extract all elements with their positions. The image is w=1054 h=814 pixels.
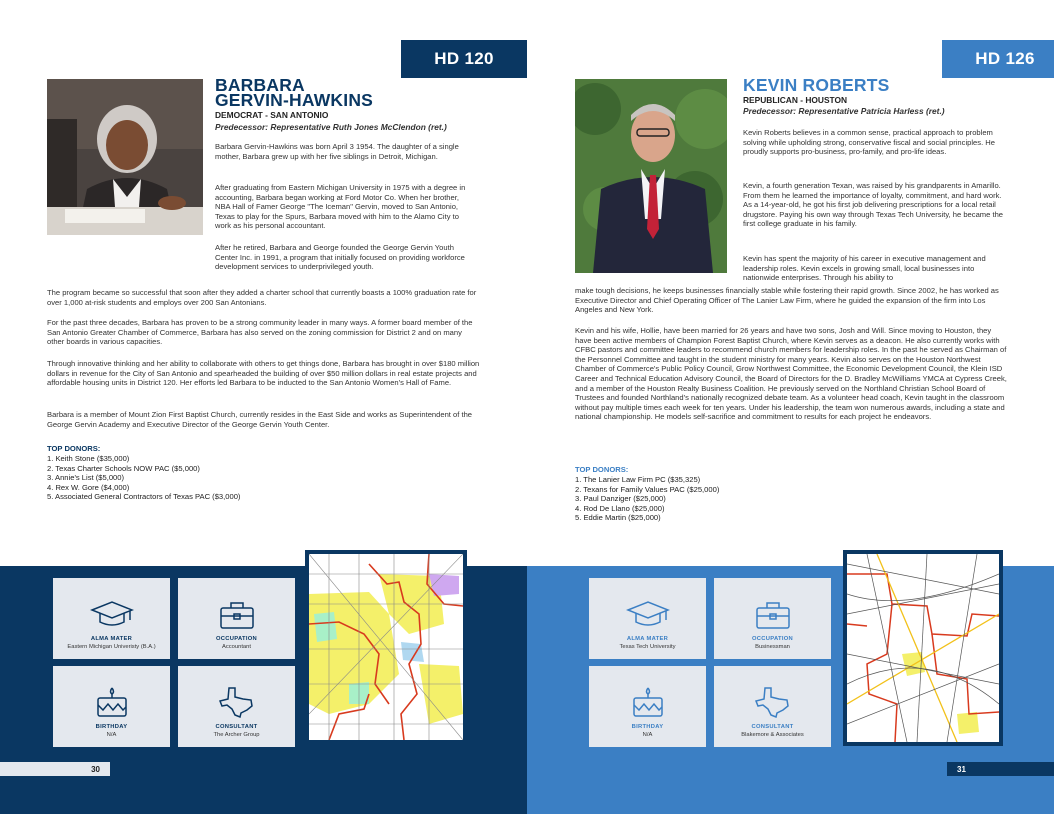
birthday-card [53, 666, 170, 747]
bio-paragraph: After graduating from Eastern Michigan University in 1975 with a degree in accounting, Barbara began working at Ford Motor Co. When her brother, NBA Hall of Famer George "The Iceman" Gervin, moved to San Antonio, Texas to play for the Spurs, Barbara moved with him to the Alamo City to work as his personal accountant. [215, 183, 466, 231]
consultant-value: The Archer Group [213, 732, 260, 738]
birthday-card [589, 666, 706, 747]
consultant-label: CONSULTANT [751, 724, 794, 730]
consultant-card [714, 666, 831, 747]
donor-item: 4. Rod De Llano ($25,000) [575, 503, 665, 513]
candidate-name-line2: GERVIN-HAWKINS [215, 90, 374, 110]
occupation-label: OCCUPATION [215, 636, 258, 642]
birthday-label: BIRTHDAY [95, 724, 128, 730]
occupation-card [178, 578, 295, 659]
page-number: 30 [0, 762, 110, 776]
bio-paragraph: Kevin has spent the majority of his career in executive management and leadership roles. Kevin excels in growing small, local businesses into nationwide enterprises. Through his ability to [743, 254, 986, 283]
top-donors-title: TOP DONORS: [575, 465, 629, 474]
consultant-card [178, 666, 295, 747]
birthday-label: BIRTHDAY [631, 724, 664, 730]
graduation-cap-icon [90, 600, 134, 630]
alma-mater-card [53, 578, 170, 659]
birthday-value: N/A [642, 732, 653, 738]
candidate-photo [47, 79, 203, 235]
candidate-name-line1: BARBARA [215, 75, 305, 95]
candidate-name [215, 75, 374, 110]
birthday-cake-icon [631, 686, 665, 718]
donor-item: 5. Associated General Contractors of Texas PAC ($3,000) [47, 492, 241, 502]
top-donors-title: TOP DONORS: [47, 444, 101, 453]
candidate-name: KEVIN ROBERTS [743, 75, 890, 95]
occupation-card [714, 578, 831, 659]
bio-paragraph: Kevin and his wife, Hollie, have been married for 26 years and have two sons, Josh and Will. Since moving to Houston, they have been active members of Champion Forest Baptist Church, where Kevin serves as a deacon. He also currently works with CFBC pastors and committee leaders to recommend church members for leadership roles. In the past he served as Chairman of the Personnel Committee and taught in the student ministry for many years. Kevin also serves on the Houston Northwest Chamber of Commerce's Public Policy Council, Grow Northwest Committee, the Economic Development Council, the Klein ISD Career and Technical Education Advisory Council, the Board of Directors for the D. Bradley McWilliams YMCA at Cypress Creek, and a member of the Houston Realty Business Coalition. He previously served on the Northland Christian School Board of Trustees and founded Northland's nationally recognized debate team. As a volunteer head coach, Kevin taught in the classroom without pay multiple times each week for ten years. Under his leadership, the team won numerous awards, including a state and national championship. He models self-sacrifice and commitment to results for each project he endeavors. [575, 326, 1007, 422]
candidate-photo [575, 79, 727, 273]
party-affiliation: REPUBLICAN - HOUSTON [743, 95, 848, 105]
district-map [305, 550, 467, 744]
donor-item: 3. Annie's List ($5,000) [47, 473, 125, 483]
bio-paragraph: Barbara is a member of Mount Zion First Baptist Church, currently resides in the East Side and works as Superintendent of the George Gervin Academy and Executive Director of the George Gervin Youth Center. [47, 410, 473, 429]
bio-paragraph: After he retired, Barbara and George founded the George Gervin Youth Center Inc. in 1991, a program that initially focused on providing workforce development services to underprivileged youth. [215, 243, 465, 272]
consultant-label: CONSULTANT [215, 724, 258, 730]
bio-paragraph: Kevin, a fourth generation Texan, was raised by his grandparents in Amarillo. From them he learned the importance of loyalty, commitment, and hard work. As a 14-year-old, he got his first job delivering prescriptions for a local retail drugstore. Paying his own way through Texas Tech University, he became the first college graduate in his family. [743, 181, 1004, 229]
birthday-value: N/A [106, 732, 117, 738]
bio-paragraph: Barbara Gervin-Hawkins was born April 3 1954. The daughter of a single mother, Barbara grew up with her five siblings in Detroit, Michigan. [215, 142, 459, 161]
bio-paragraph: The program became so successful that soon after they added a charter school that currently boasts a 100% graduation rate for over 1,000 at-risk students and employs over 200 San Antonians. [47, 288, 477, 307]
bio-paragraph: For the past three decades, Barbara has proven to be a strong community leader in many ways. A former board member of the San Antonio Greater Chamber of Commerce, Barbara has also served on the zoning commission for District 2 and on many other boards in various capacities. [47, 318, 473, 347]
predecessor: Predecessor: Representative Patricia Harless (ret.) [743, 106, 945, 116]
occupation-value: Businessman [755, 644, 790, 650]
birthday-cake-icon [95, 686, 129, 718]
donor-item: 1. The Lanier Law Firm PC ($35,325) [575, 475, 701, 484]
bio-paragraph: Through innovative thinking and her ability to collaborate with others to get things done, Barbara has brought in over $180 million dollars in revenue for the City of San Antonio and spearheaded the building of over $50 million dollars in real estate projects and affordable housing units in District 120. Her efforts led Barbara to be inducted to the San Antonio Women's Hall of Fame. [47, 359, 480, 388]
donor-item: 3. Paul Danziger ($25,000) [575, 494, 666, 504]
party-affiliation: DEMOCRAT - SAN ANTONIO [215, 110, 329, 120]
alma-mater-value: Eastern Michigan Univeristy (B.A.) [67, 644, 156, 650]
right-page [527, 0, 1054, 814]
bio-paragraph: Kevin Roberts believes in a common sense, practical approach to problem solving while upholding strong, conservative fiscal and social principles. He proudly supports pro-business, pro-family, and pro-life ideas. [743, 128, 995, 157]
donor-item: 1. Keith Stone ($35,000) [47, 454, 130, 463]
bio-paragraph: make tough decisions, he keeps businesses financially stable while fostering their rapid growth. Since 2002, he has worked as Executive Director and Chief Operating Officer of The Lanier Law Firm, where he guided the expansion of the firm into Los Angeles and New York. [575, 286, 999, 315]
predecessor: Predecessor: Representative Ruth Jones McClendon (ret.) [215, 122, 447, 132]
district-badge: HD 126 [942, 40, 1054, 78]
donor-item: 5. Eddie Martin ($25,000) [575, 513, 661, 523]
alma-mater-label: ALMA MATER [90, 636, 133, 642]
texas-outline-icon [755, 686, 791, 718]
page-number: 31 [947, 762, 1054, 776]
alma-mater-card [589, 578, 706, 659]
briefcase-icon [755, 600, 791, 630]
district-map [843, 550, 1003, 746]
district-badge: HD 120 [401, 40, 527, 78]
alma-mater-value: Texas Tech University [619, 644, 676, 650]
donor-item: 4. Rex W. Gore ($4,000) [47, 482, 130, 492]
donor-item: 2. Texans for Family Values PAC ($25,000) [575, 484, 720, 494]
texas-outline-icon [219, 686, 255, 718]
briefcase-icon [219, 600, 255, 630]
donor-item: 2. Texas Charter Schools NOW PAC ($5,000) [47, 463, 200, 473]
graduation-cap-icon [626, 600, 670, 630]
occupation-label: OCCUPATION [751, 636, 794, 642]
occupation-value: Accountant [221, 644, 251, 650]
top-donors-list [47, 454, 240, 502]
top-donors-list [575, 475, 719, 523]
alma-mater-label: ALMA MATER [626, 636, 669, 642]
consultant-value: Blakemore & Associates [741, 732, 804, 738]
